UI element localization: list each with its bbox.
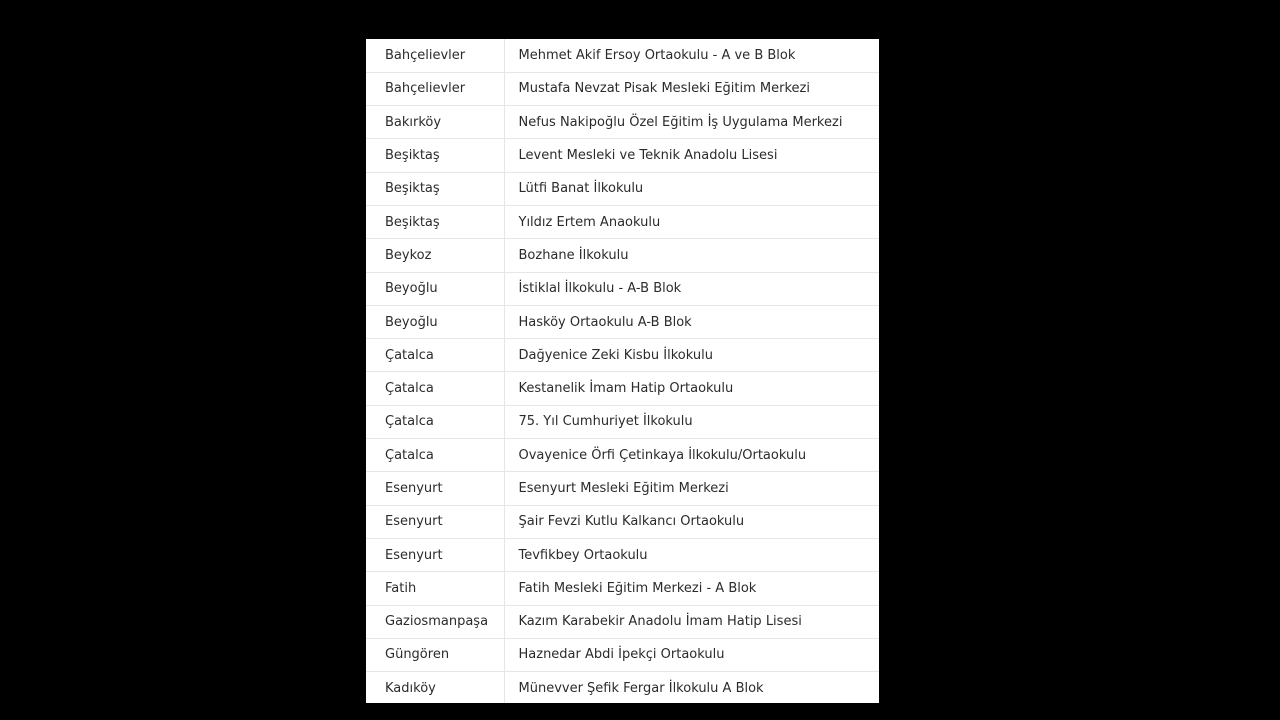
school-cell: Tevfikbey Ortaokulu [518, 547, 648, 563]
district-cell: Bakırköy [366, 106, 504, 139]
table-row [366, 505, 879, 538]
table-row [366, 538, 879, 571]
table-row [366, 405, 879, 438]
district-cell: Beşiktaş [366, 172, 504, 205]
school-cell: Ovayenice Örfi Çetinkaya İlkokulu/Ortaokulu [518, 447, 807, 463]
school-cell: Kazım Karabekir Anadolu İmam Hatip Lisesi [518, 614, 802, 630]
table-row [366, 72, 879, 105]
school-cell: Kestanelik İmam Hatip Ortaokulu [518, 381, 734, 397]
district-cell: Esenyurt [366, 472, 504, 505]
school-cell: Mustafa Nevzat Pisak Mesleki Eğitim Merkezi [518, 81, 810, 97]
school-cell: Mehmet Akif Ersoy Ortaokulu - A ve B Blok [518, 47, 796, 63]
table-row [366, 638, 879, 671]
table-row [366, 239, 879, 272]
school-cell: 75. Yıl Cumhuriyet İlkokulu [518, 414, 693, 430]
district-cell: Çatalca [366, 405, 504, 438]
table-row [366, 672, 879, 703]
table-row [366, 172, 879, 205]
district-cell: Esenyurt [366, 505, 504, 538]
table-row [366, 605, 879, 638]
district-cell: Çatalca [366, 372, 504, 405]
district-cell: Güngören [366, 638, 504, 671]
school-cell: Lütfi Banat İlkokulu [518, 181, 644, 197]
table-row [366, 439, 879, 472]
district-cell: Kadıköy [366, 672, 504, 703]
table-row [366, 572, 879, 605]
district-cell: Esenyurt [366, 538, 504, 571]
district-cell: Beyoğlu [366, 305, 504, 338]
school-cell: Hasköy Ortaokulu A-B Blok [518, 314, 692, 330]
school-cell: Esenyurt Mesleki Eğitim Merkezi [518, 481, 729, 496]
school-cell: Şair Fevzi Kutlu Kalkancı Ortaokulu [518, 514, 745, 530]
table-row [366, 372, 879, 405]
table-row [366, 339, 879, 372]
table-body [366, 39, 879, 703]
district-cell: Beşiktaş [366, 205, 504, 238]
school-cell: Bozhane İlkokulu [518, 247, 629, 263]
district-cell: Çatalca [366, 339, 504, 372]
school-cell: İstiklal İlkokulu - A-B Blok [518, 281, 682, 297]
table-row [366, 106, 879, 139]
district-cell: Beşiktaş [366, 139, 504, 172]
school-cell: Fatih Mesleki Eğitim Merkezi - A Blok [518, 580, 757, 596]
district-cell: Çatalca [366, 439, 504, 472]
school-cell: Nefus Nakipoğlu Özel Eğitim İş Uygulama Merkezi [518, 114, 843, 130]
school-cell: Münevver Şefik Fergar İlkokulu A Blok [518, 680, 764, 696]
table-row [366, 305, 879, 338]
district-cell: Gaziosmanpaşa [366, 605, 504, 638]
school-cell: Yıldız Ertem Anaokulu [518, 214, 661, 230]
district-cell: Bahçelievler [366, 72, 504, 105]
district-cell: Beykoz [366, 239, 504, 272]
school-cell: Levent Mesleki ve Teknik Anadolu Lisesi [518, 148, 778, 164]
school-cell: Dağyenice Zeki Kisbu İlkokulu [518, 347, 713, 363]
school-cell: Haznedar Abdi İpekçi Ortaokulu [518, 647, 725, 663]
district-cell: Fatih [366, 572, 504, 605]
table-row [366, 272, 879, 305]
table-row [366, 39, 879, 72]
district-cell: Beyoğlu [366, 272, 504, 305]
table-row [366, 472, 879, 505]
schools-table [366, 39, 879, 703]
district-cell: Bahçelievler [366, 39, 504, 72]
document-page [366, 39, 879, 703]
table-row [366, 205, 879, 238]
table-row [366, 139, 879, 172]
